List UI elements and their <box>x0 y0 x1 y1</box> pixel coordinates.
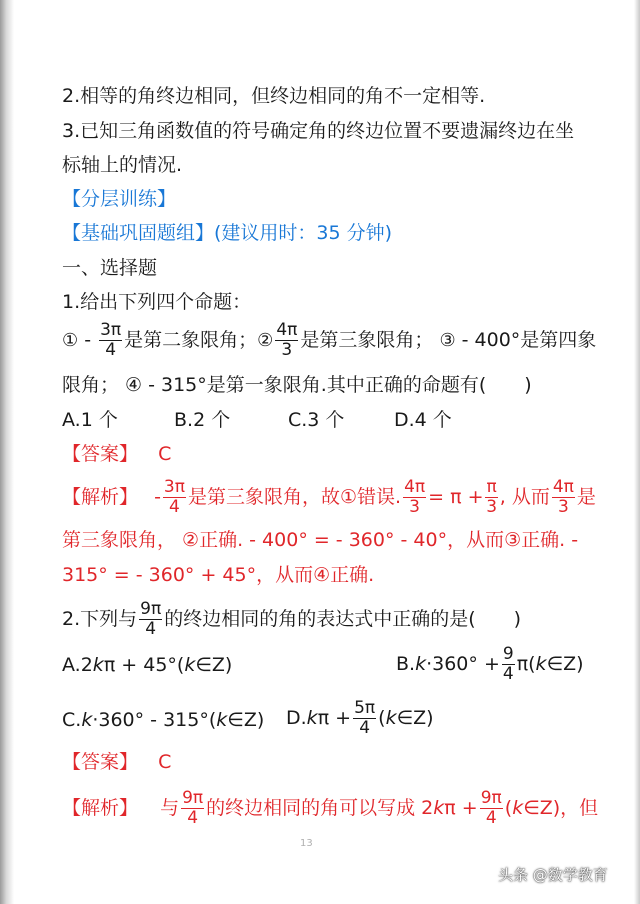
q2-option-c: C.k·360° - 315°(k∈Z) <box>62 709 265 731</box>
q1-propositions-line2: 限角； ④ - 315°是第一象限角.其中正确的命题有( ) <box>62 374 532 396</box>
page-shadow-left <box>0 0 14 904</box>
q2-analysis-line1: 【解析】 与 $\frac{9\pi}{4}$ 的终边相同的角可以写成 2kπ + $\frac{9\pi}{4}$ (k∈Z)，但 <box>62 788 599 828</box>
section-layered-training: 【分层训练】 <box>62 188 177 210</box>
answer-label: 【答案】 <box>62 751 139 773</box>
analysis-label: 【解析】 <box>62 486 139 508</box>
q1-analysis-line2: 第三象限角， ②正确. - 400° = - 360° - 40°，从而③正确. - <box>62 529 579 551</box>
answer-label: 【答案】 <box>62 443 139 465</box>
answer-value: C <box>158 751 172 773</box>
prop2-text: 是第三象限角； <box>300 329 434 351</box>
circle-2: ② <box>257 330 274 351</box>
fraction-9-4: $\frac{9}{4}$ <box>502 644 514 684</box>
note-3-line2: 标轴上的情况. <box>62 154 183 176</box>
fraction-4pi-3: $\frac{4\pi}{3}$ <box>552 477 574 517</box>
note-2: 2.相等的角终边相同，但终边相同的角不一定相等. <box>62 85 486 107</box>
fraction-9pi-4: $\frac{9\pi}{4}$ <box>140 599 162 639</box>
watermark-text: 头条 @数学教育 <box>498 866 608 884</box>
q1-option-d: D.4 个 <box>394 409 452 431</box>
fraction-3pi-4: $\frac{3\pi}{4}$ <box>163 477 185 517</box>
fraction-9pi-4: $\frac{9\pi}{4}$ <box>480 788 502 828</box>
q1-answer <box>62 442 171 466</box>
q2-option-d: D.kπ + $\frac{5\pi}{4}$ (k∈Z) <box>286 698 434 738</box>
prop1-text: 是第二象限角； <box>124 329 258 351</box>
q1-option-b: B.2 个 <box>174 409 231 431</box>
circle-1: ① <box>62 330 79 351</box>
fraction-5pi-4: $\frac{5\pi}{4}$ <box>354 698 376 738</box>
q1-stem: 1.给出下列四个命题： <box>62 291 252 313</box>
section-choice: 一、选择题 <box>62 257 158 279</box>
minus-sign: - <box>84 329 92 351</box>
page-shadow-right <box>634 0 640 904</box>
analysis-label: 【解析】 <box>62 797 139 819</box>
fraction-4pi-3: $\frac{4\pi}{3}$ <box>404 477 426 517</box>
page-number: 13 <box>300 838 313 849</box>
q2-option-a: A.2kπ + 45°(k∈Z) <box>62 654 233 676</box>
q1-analysis-line1: 【解析】 - $\frac{3\pi}{4}$ 是第三象限角，故①错误. $\frac{4\pi}{3}$ = π + $\frac{\pi}{3}$ , 从而 $\frac{4\pi}{3}$ 是 <box>62 477 596 517</box>
note-3-line1: 3.已知三角函数值的符号确定角的终边位置不要遗漏终边在坐 <box>62 120 575 142</box>
answer-value: C <box>158 443 172 465</box>
section-basic-group: 【基础巩固题组】(建议用时：35 分钟) <box>62 222 393 244</box>
q2-answer <box>62 750 171 774</box>
circle-3: ③ <box>439 330 456 351</box>
fraction-3pi-4: $\frac{3\pi}{4}$ <box>100 320 122 360</box>
q1-propositions-line1 <box>62 322 596 359</box>
q2-stem: 2.下列与 $\frac{9\pi}{4}$ 的终边相同的角的表达式中正确的是( ) <box>62 599 522 639</box>
fraction-4pi-3: $\frac{4\pi}{3}$ <box>276 320 298 360</box>
fraction-pi-3: $\frac{\pi}{3}$ <box>486 477 498 517</box>
q1-option-a: A.1 个 <box>62 409 118 431</box>
q2-option-b: B.k·360° + $\frac{9}{4}$ π(k∈Z) <box>396 644 584 684</box>
q1-analysis-line3: 315° = - 360° + 45°，从而④正确. <box>62 564 375 586</box>
prop3-text: - 400°是第四象 <box>461 329 597 351</box>
q1-option-c: C.3 个 <box>288 409 345 431</box>
fraction-9pi-4: $\frac{9\pi}{4}$ <box>182 788 204 828</box>
